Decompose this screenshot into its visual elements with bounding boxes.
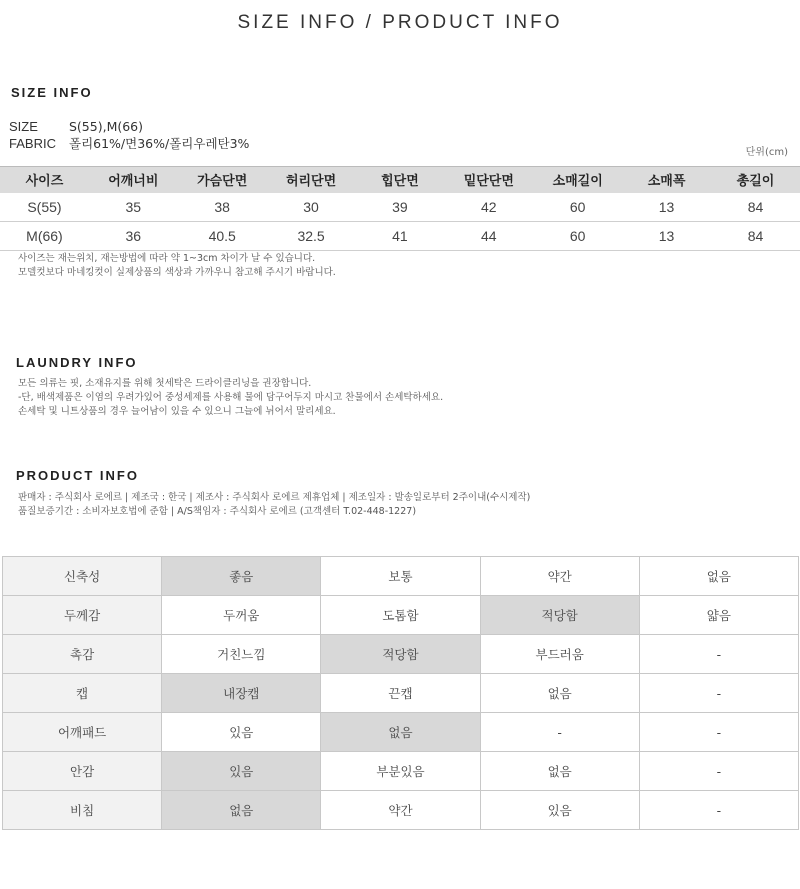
size-table-header: 총길이 bbox=[711, 167, 800, 193]
laundry-line: 모든 의류는 핏, 소재유지를 위해 첫세탁은 드라이클리닝을 권장합니다. bbox=[18, 378, 312, 389]
laundry-info-heading: LAUNDRY INFO bbox=[16, 355, 138, 370]
product-line: 품질보증기간 : 소비자보호법에 준함 | A/S책임자 : 주식회사 로에르 (고객센터 T.02-448-1227) bbox=[18, 506, 417, 517]
size-notes bbox=[18, 252, 336, 280]
feel-option: - bbox=[639, 635, 798, 674]
table-row bbox=[0, 222, 800, 251]
feel-row-label: 두께감 bbox=[3, 596, 162, 635]
feel-row-label: 촉감 bbox=[3, 635, 162, 674]
size-table-header-row bbox=[0, 167, 800, 193]
laundry-line: 손세탁 및 니트상품의 경우 늘어남이 있을 수 있으니 그늘에 뉘어서 말리세요. bbox=[18, 406, 336, 417]
feel-option-selected: 내장캡 bbox=[162, 674, 321, 713]
size-table-header: 소매폭 bbox=[622, 167, 711, 193]
size-value: S(55),M(66) bbox=[69, 119, 144, 134]
feel-option-selected: 없음 bbox=[162, 791, 321, 830]
unit-label: 단위(cm) bbox=[745, 147, 788, 158]
feel-row-label: 비침 bbox=[3, 791, 162, 830]
feel-option: 부드러움 bbox=[480, 635, 639, 674]
product-notes bbox=[18, 491, 530, 519]
size-table-header: 가슴단면 bbox=[178, 167, 267, 193]
table-cell: 40.5 bbox=[178, 222, 267, 251]
table-row bbox=[3, 596, 799, 635]
feel-option-selected: 없음 bbox=[321, 713, 480, 752]
table-cell: 39 bbox=[356, 193, 445, 222]
size-spec-row bbox=[9, 119, 143, 135]
size-table-header: 밑단단면 bbox=[444, 167, 533, 193]
size-table-header: 어깨너비 bbox=[89, 167, 178, 193]
table-row bbox=[3, 713, 799, 752]
feel-option: 부분있음 bbox=[321, 752, 480, 791]
table-cell: 13 bbox=[622, 193, 711, 222]
size-table-header: 힙단면 bbox=[356, 167, 445, 193]
feel-option: 도톰함 bbox=[321, 596, 480, 635]
feel-option: 보통 bbox=[321, 557, 480, 596]
feel-option: 얇음 bbox=[639, 596, 798, 635]
feel-option: - bbox=[639, 752, 798, 791]
feel-row-label: 신축성 bbox=[3, 557, 162, 596]
table-row bbox=[3, 791, 799, 830]
fabric-feel-table bbox=[2, 556, 799, 830]
table-cell: 30 bbox=[267, 193, 356, 222]
size-info-heading: SIZE INFO bbox=[11, 85, 93, 100]
feel-option-selected: 좋음 bbox=[162, 557, 321, 596]
feel-row-label: 캡 bbox=[3, 674, 162, 713]
feel-option: 약간 bbox=[321, 791, 480, 830]
table-cell: 44 bbox=[444, 222, 533, 251]
feel-option: 없음 bbox=[480, 752, 639, 791]
size-table bbox=[0, 166, 800, 251]
table-cell: 35 bbox=[89, 193, 178, 222]
table-cell: 41 bbox=[356, 222, 445, 251]
feel-option: 없음 bbox=[480, 674, 639, 713]
page-title: SIZE INFO / PRODUCT INFO bbox=[237, 12, 563, 33]
table-cell: 60 bbox=[533, 222, 622, 251]
size-table-header: 소매길이 bbox=[533, 167, 622, 193]
table-cell: 84 bbox=[711, 222, 800, 251]
table-row bbox=[0, 193, 800, 222]
table-cell: 13 bbox=[622, 222, 711, 251]
feel-option-selected: 적당함 bbox=[480, 596, 639, 635]
feel-option: - bbox=[480, 713, 639, 752]
feel-option-selected: 있음 bbox=[162, 752, 321, 791]
fabric-spec-row bbox=[9, 134, 249, 152]
size-note-line: 사이즈는 재는위치, 재는방법에 따라 약 1~3cm 차이가 날 수 있습니다. bbox=[18, 253, 316, 264]
product-info-heading: PRODUCT INFO bbox=[16, 468, 139, 483]
feel-option: 없음 bbox=[639, 557, 798, 596]
table-cell: 60 bbox=[533, 193, 622, 222]
product-line: 판매자 : 주식회사 로에르 | 제조국 : 한국 | 제조사 : 주식회사 로에르 제휴업체 | 제조일자 : 발송일로부터 2주이내(수시제작) bbox=[18, 492, 531, 503]
table-row bbox=[3, 752, 799, 791]
fabric-value: 폴리61%/면36%/폴리우레탄3% bbox=[69, 136, 250, 151]
table-row bbox=[3, 557, 799, 596]
table-row bbox=[3, 674, 799, 713]
table-cell: S(55) bbox=[0, 193, 89, 222]
size-note-line: 모델컷보다 마네킹컷이 실제상품의 색상과 가까우니 참고해 주시기 바랍니다. bbox=[18, 267, 336, 278]
laundry-line: -단, 배색제품은 이염의 우려가있어 중성세제를 사용해 물에 담구어두지 마시고 찬물에서 손세탁하세요. bbox=[18, 392, 444, 403]
feel-option: 있음 bbox=[162, 713, 321, 752]
table-cell: 42 bbox=[444, 193, 533, 222]
feel-option-selected: 적당함 bbox=[321, 635, 480, 674]
size-key: SIZE bbox=[9, 119, 38, 134]
feel-option: 있음 bbox=[480, 791, 639, 830]
fabric-key: FABRIC bbox=[9, 136, 56, 151]
feel-option: 두꺼움 bbox=[162, 596, 321, 635]
laundry-notes bbox=[18, 377, 443, 419]
table-row bbox=[3, 635, 799, 674]
table-cell: 36 bbox=[89, 222, 178, 251]
size-table-header: 사이즈 bbox=[0, 167, 89, 193]
table-cell: 84 bbox=[711, 193, 800, 222]
feel-option: 거친느낌 bbox=[162, 635, 321, 674]
feel-option: - bbox=[639, 674, 798, 713]
table-cell: 32.5 bbox=[267, 222, 356, 251]
feel-row-label: 안감 bbox=[3, 752, 162, 791]
feel-row-label: 어깨패드 bbox=[3, 713, 162, 752]
feel-option: - bbox=[639, 713, 798, 752]
size-table-header: 허리단면 bbox=[267, 167, 356, 193]
feel-option: 약간 bbox=[480, 557, 639, 596]
feel-option: - bbox=[639, 791, 798, 830]
feel-option: 끈캡 bbox=[321, 674, 480, 713]
table-cell: 38 bbox=[178, 193, 267, 222]
table-cell: M(66) bbox=[0, 222, 89, 251]
